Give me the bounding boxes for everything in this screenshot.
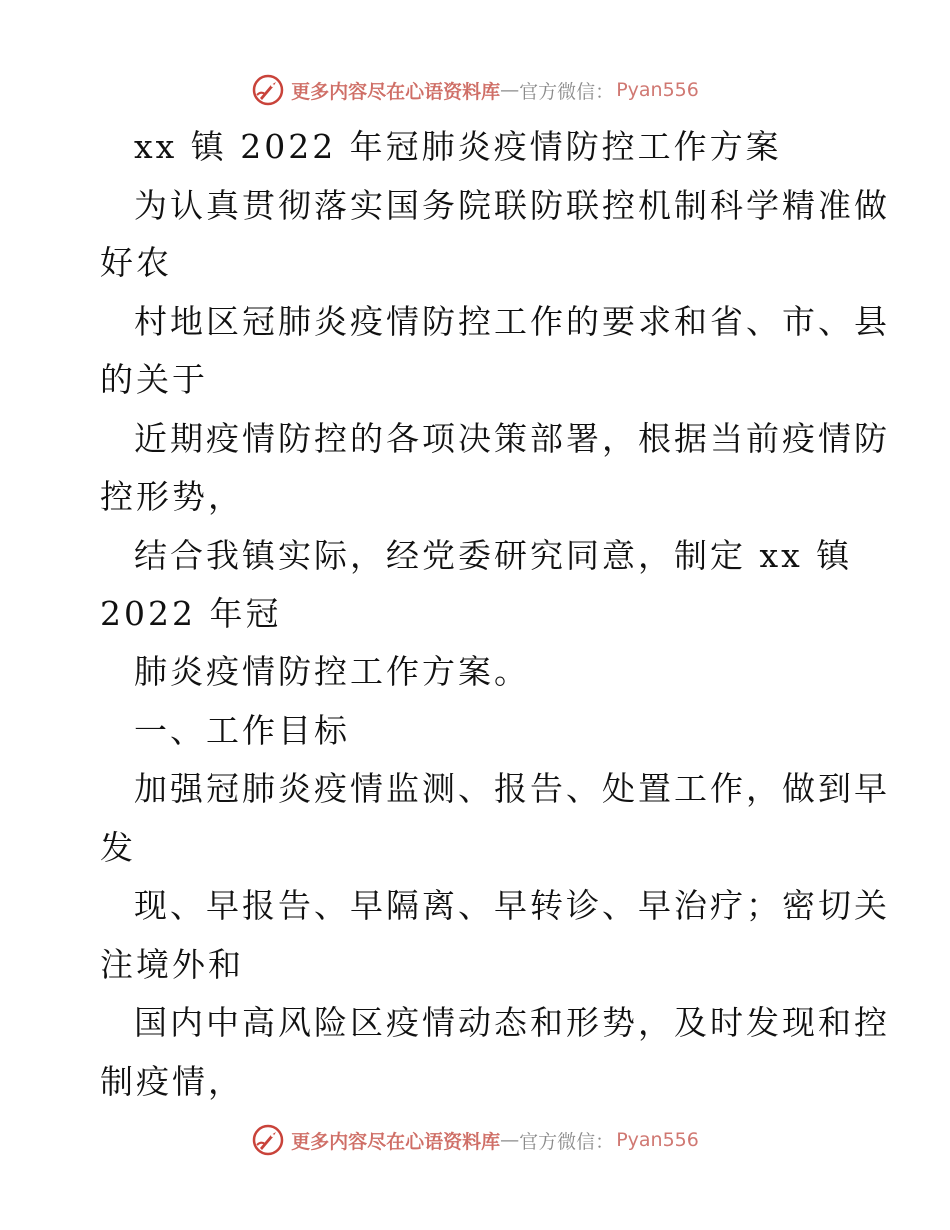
paragraph-line: 好农 — [100, 243, 172, 282]
watermark-wechat-id: Pyan556 — [616, 79, 699, 101]
paragraph-line: 为认真贯彻落实国务院联防联控机制科学精准做 — [134, 186, 890, 225]
watermark-wechat-id: Pyan556 — [616, 1129, 699, 1151]
document-title: xx 镇 2022 年冠肺炎疫情防控工作方案 — [134, 127, 782, 166]
paragraph-line: 现、早报告、早隔离、早转诊、早治疗；密切关 — [134, 886, 890, 925]
header-watermark — [0, 70, 950, 110]
watermark-label: 官方微信： — [519, 80, 615, 103]
watermark-separator: — — [500, 79, 520, 101]
section-heading: 一、工作目标 — [134, 711, 350, 750]
paragraph-line: 加强冠肺炎疫情监测、报告、处置工作，做到早 — [134, 769, 890, 808]
watermark-brand: 更多内容尽在心语资料库 — [291, 1130, 501, 1153]
footer-watermark — [0, 1120, 950, 1160]
paragraph-line: 注境外和 — [100, 945, 244, 984]
paragraph-line: 近期疫情防控的各项决策部署，根据当前疫情防 — [134, 419, 890, 458]
pen-nib-icon — [251, 1123, 285, 1157]
paragraph-line: 村地区冠肺炎疫情防控工作的要求和省、市、县 — [134, 302, 890, 341]
paragraph-line: 控形势， — [100, 477, 244, 516]
watermark-separator: — — [500, 1129, 520, 1151]
watermark-label: 官方微信： — [519, 1130, 615, 1153]
paragraph-line: 制疫情， — [100, 1062, 244, 1101]
paragraph-line: 肺炎疫情防控工作方案。 — [134, 652, 530, 691]
watermark-brand: 更多内容尽在心语资料库 — [291, 80, 501, 103]
paragraph-line: 国内中高风险区疫情动态和形势，及时发现和控 — [134, 1003, 890, 1042]
paragraph-line: 2022 年冠 — [100, 594, 282, 633]
paragraph-line: 发 — [100, 828, 136, 867]
paragraph-line: 结合我镇实际，经党委研究同意，制定 xx 镇 — [134, 536, 853, 575]
pen-nib-icon — [251, 73, 285, 107]
paragraph-line: 的关于 — [100, 360, 208, 399]
